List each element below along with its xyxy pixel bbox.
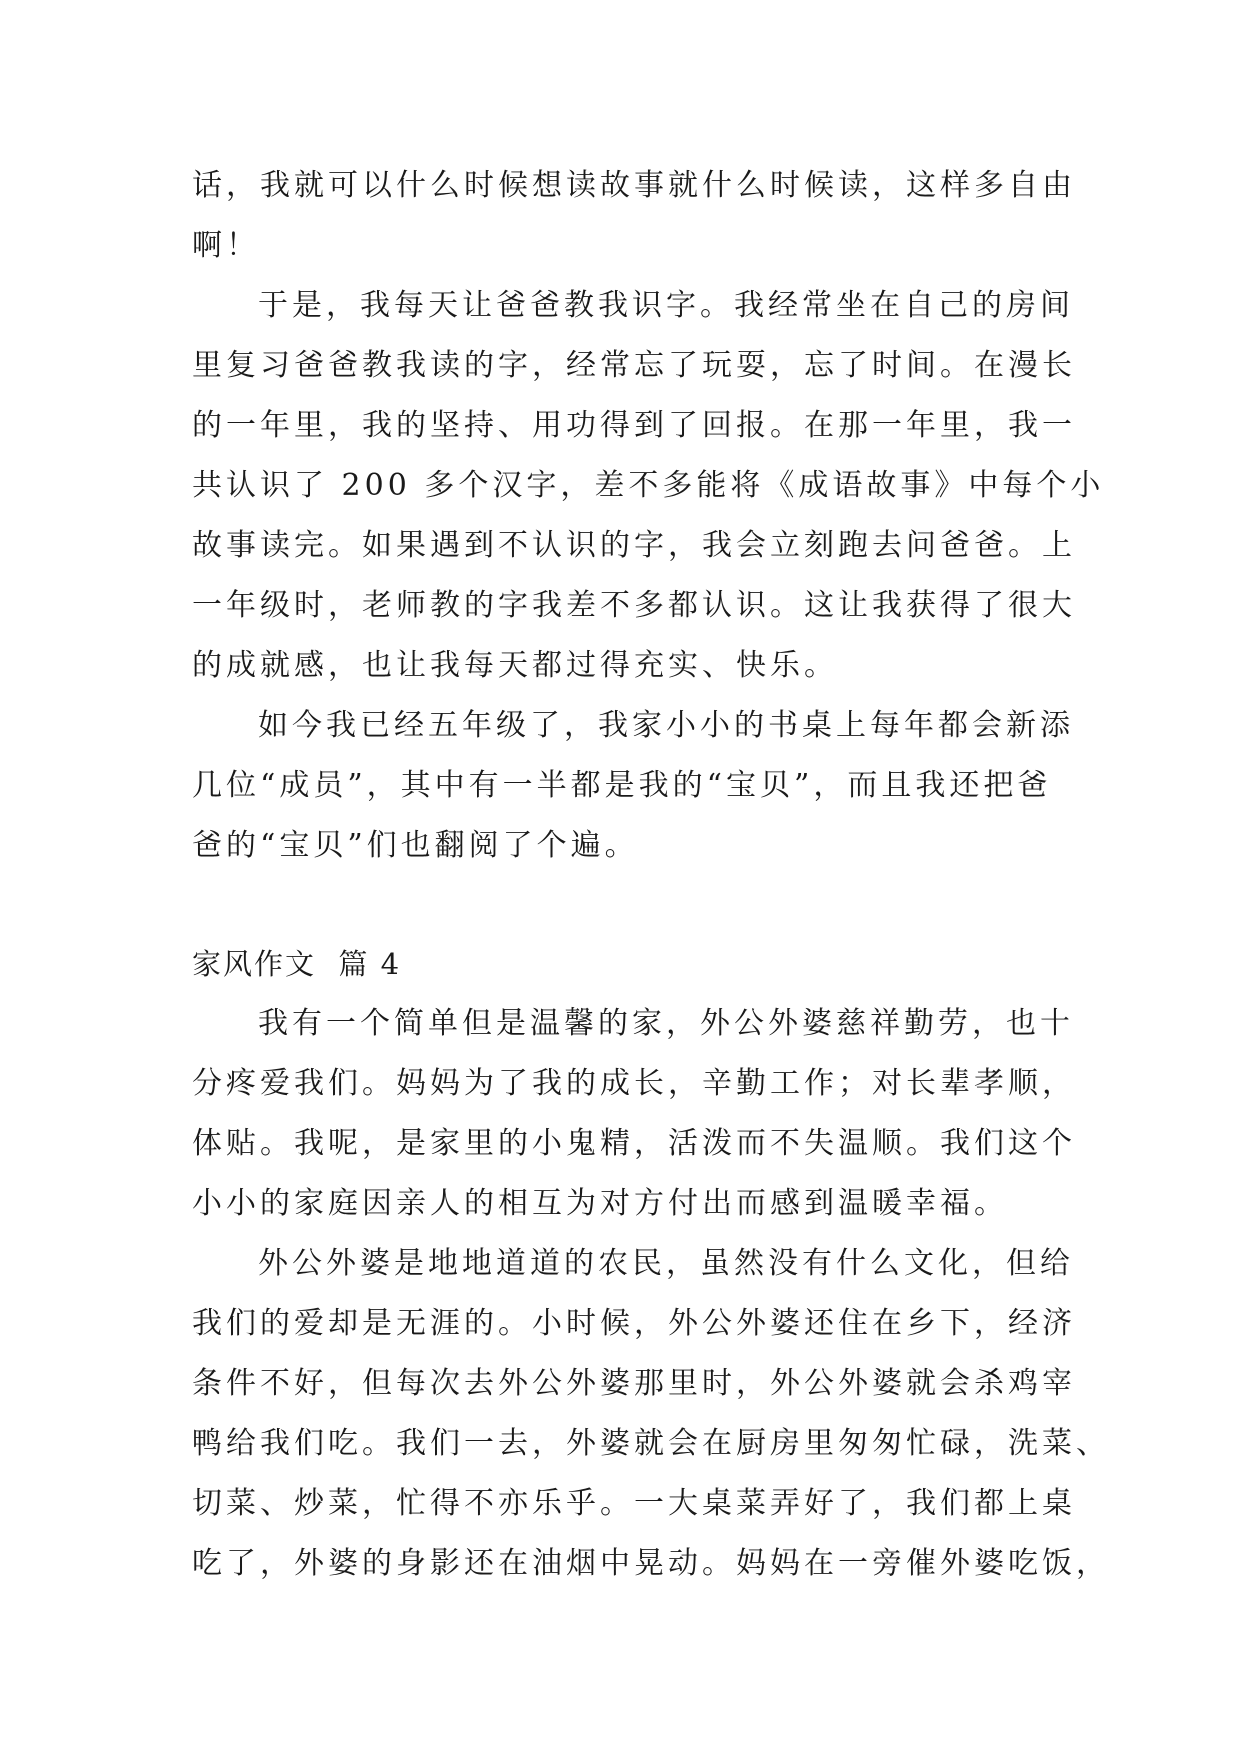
text-line: 小小的家庭因亲人的相互为对方付出而感到温暖幸福。 <box>192 1186 1008 1221</box>
text-line: 共认识了 200 多个汉字，差不多能将《成语故事》中每个小 <box>192 468 1105 503</box>
text-line: 话，我就可以什么时候想读故事就什么时候读，这样多自由 <box>192 168 1076 203</box>
text-line: 故事读完。如果遇到不认识的字，我会立刻跑去问爸爸。上 <box>192 528 1076 563</box>
text-line: 鸭给我们吃。我们一去，外婆就会在厨房里匆匆忙碌，洗菜、 <box>192 1426 1110 1461</box>
text-line: 切菜、炒菜，忙得不亦乐乎。一大桌菜弄好了，我们都上桌 <box>192 1486 1076 1521</box>
text-line: 的一年里，我的坚持、用功得到了回报。在那一年里，我一 <box>192 408 1076 443</box>
text-line: 我有一个简单但是温馨的家，外公外婆慈祥勤劳，也十 <box>258 1006 1074 1041</box>
text-line: 里复习爸爸教我读的字，经常忘了玩耍，忘了时间。在漫长 <box>192 348 1076 383</box>
paragraph-learning-characters <box>192 276 1105 696</box>
document-body <box>192 156 1110 1594</box>
text-line: 体贴。我呢，是家里的小鬼精，活泼而不失温顺。我们这个 <box>192 1126 1076 1161</box>
text-line: 几位“成员”，其中有一半都是我的“宝贝”，而且我还把爸 <box>192 768 1052 803</box>
text-line: 条件不好，但每次去外公外婆那里时，外公外婆就会杀鸡宰 <box>192 1366 1076 1401</box>
section-gap <box>192 876 1072 934</box>
text-line: 外公外婆是地地道道的农民，虽然没有什么文化，但给 <box>258 1246 1074 1281</box>
text-line: 啊！ <box>192 228 260 263</box>
paragraph-continuation <box>192 156 1076 276</box>
text-line: 分疼爱我们。妈妈为了我的成长，辛勤工作；对长辈孝顺， <box>192 1066 1076 1101</box>
text-line: 如今我已经五年级了，我家小小的书桌上每年都会新添 <box>258 708 1074 743</box>
paragraph-grandparents <box>192 1234 1110 1594</box>
text-line: 一年级时，老师教的字我差不多都认识。这让我获得了很大 <box>192 588 1076 623</box>
text-line: 爸的“宝贝”们也翻阅了个遍。 <box>192 828 639 863</box>
text-line: 吃了，外婆的身影还在油烟中晃动。妈妈在一旁催外婆吃饭， <box>192 1546 1110 1581</box>
section-heading: 家风作文 篇 4 <box>192 947 402 981</box>
text-line: 的成就感，也让我每天都过得充实、快乐。 <box>192 648 838 683</box>
text-line: 我们的爱却是无涯的。小时候，外公外婆还住在乡下，经济 <box>192 1306 1076 1341</box>
paragraph-bookshelf <box>192 696 1072 876</box>
text-line: 于是，我每天让爸爸教我识字。我经常坐在自己的房间 <box>258 288 1074 323</box>
paragraph-family-intro <box>192 994 1076 1234</box>
